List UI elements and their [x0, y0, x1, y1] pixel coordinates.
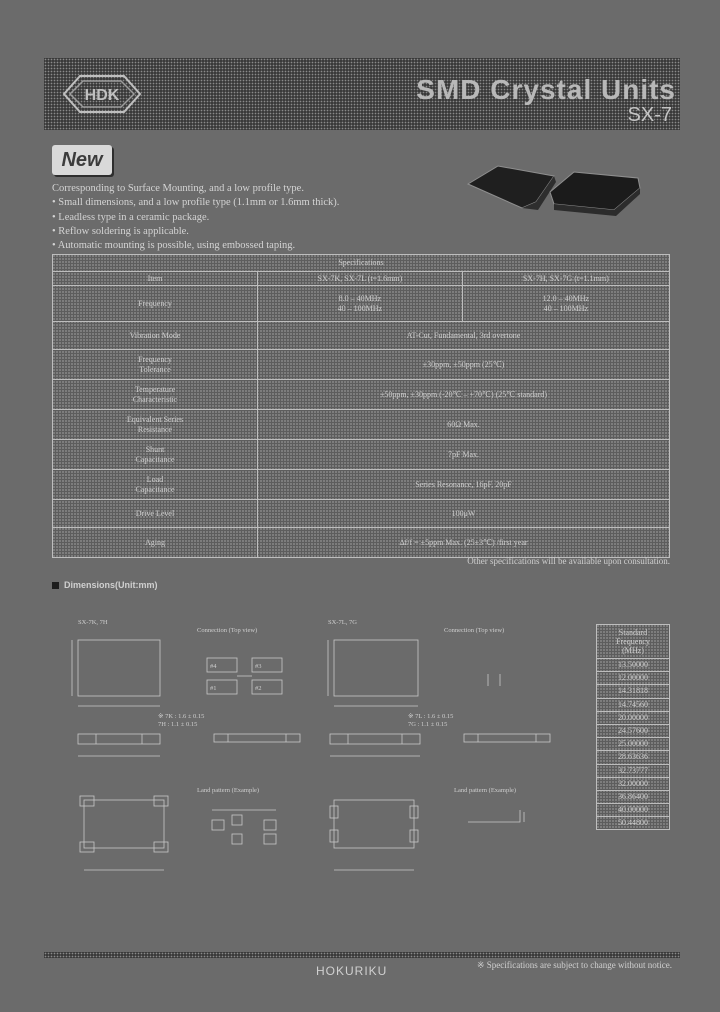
right-model-label: SX-7L, 7G [328, 619, 357, 626]
spec-value: 7pF Max. [258, 440, 670, 470]
frequency-value: 40.00000 [597, 804, 670, 817]
new-badge-label: New [61, 149, 103, 171]
spec-label: Load Capacitance [53, 470, 258, 500]
footer-brand: HOKURIKU [316, 964, 388, 978]
crystal-product-photo [462, 158, 662, 218]
spec-value: ±50ppm, ±30ppm (-20℃ – +70℃) (25℃ standard) [258, 380, 670, 410]
frequency-table-header: Standard Frequency (MHz) [597, 625, 670, 659]
spec-value: 100μW [258, 500, 670, 528]
spec-label: Frequency Tolerance [53, 350, 258, 380]
spec-table-title: Specifications [53, 255, 670, 272]
frequency-value: 28.63636 [597, 751, 670, 764]
spec-label: Vibration Mode [53, 322, 258, 350]
frequency-value: 20.00000 [597, 711, 670, 724]
pin-label: #4 [210, 663, 217, 670]
frequency-value: 24.57600 [597, 724, 670, 737]
spec-label: Shunt Capacitance [53, 440, 258, 470]
frequency-value: 14.74560 [597, 698, 670, 711]
footer-divider [44, 952, 680, 958]
new-badge [52, 145, 112, 175]
spec-value: 8.0 – 40MHz 40 – 100MHz [258, 286, 463, 322]
left-thickness-note: ※ 7K : 1.6 ± 0.15 7H : 1.1 ± 0.15 [158, 713, 205, 728]
left-connection-label: Connection (Top view) [197, 627, 258, 634]
pin-label: #3 [255, 663, 262, 670]
spec-value: AT-Cut, Fundamental, 3rd overtone [258, 322, 670, 350]
intro-text [52, 182, 432, 253]
spec-label: Aging [53, 528, 258, 558]
spec-value: Δf/f = ±5ppm Max. (25±3℃) /first year [258, 528, 670, 558]
section-marker-icon [52, 582, 59, 589]
spec-col-b-header: SX-7H, SX-7G (t=1.1mm) [462, 272, 669, 286]
model-name: SX-7 [627, 104, 672, 126]
specifications-table [52, 254, 670, 558]
intro-bullet: • Automatic mounting is possible, using embossed taping. [52, 240, 296, 252]
right-connection-label: Connection (Top view) [444, 627, 505, 634]
pin-label: #1 [210, 685, 217, 692]
intro-bullet: • Small dimensions, and a low profile type (1.1mm or 1.6mm thick). [52, 197, 340, 209]
frequency-value: 13.50000 [597, 659, 670, 672]
availability-note: Other specifications will be available upon consultation. [467, 556, 670, 566]
frequency-value: 12.00000 [597, 672, 670, 685]
spec-value: Series Resonance, 16pF, 20pF [258, 470, 670, 500]
intro-bullet: • Reflow soldering is applicable. [52, 225, 189, 237]
spec-value: ±30ppm, ±50ppm (25℃) [258, 350, 670, 380]
page-title: SMD Crystal Units [416, 74, 676, 105]
dimensions-heading-text: Dimensions(Unit:mm) [64, 580, 158, 590]
spec-label: Drive Level [53, 500, 258, 528]
spec-label: Temperature Characteristic [53, 380, 258, 410]
pin-label: #2 [255, 685, 262, 692]
frequency-value: 50.44800 [597, 817, 670, 830]
right-thickness-note: ※ 7L : 1.6 ± 0.15 7G : 1.1 ± 0.15 [408, 713, 454, 728]
frequency-value: 32.73777 [597, 764, 670, 777]
dimension-drawings [52, 610, 592, 890]
left-land-label: Land pattern (Example) [197, 787, 260, 794]
spec-value: 60Ω Max. [258, 410, 670, 440]
left-model-label: SX-7K, 7H [78, 619, 108, 626]
logo-text: HDK [84, 87, 120, 104]
company-logo [60, 72, 144, 116]
frequency-value: 25.00000 [597, 738, 670, 751]
dimensions-heading [52, 580, 158, 590]
right-land-label: Land pattern (Example) [454, 787, 517, 794]
spec-label: Equivalent Series Resistance [53, 410, 258, 440]
spec-value: 12.0 – 40MHz 40 – 100MHz [462, 286, 669, 322]
frequency-value: 36.86400 [597, 790, 670, 803]
footer-disclaimer: ※ Specifications are subject to change without notice. [477, 960, 672, 970]
frequency-value: 14.31818 [597, 685, 670, 698]
spec-label-item: Item [53, 272, 258, 286]
intro-lead: Corresponding to Surface Mounting, and a low profile type. [52, 183, 304, 194]
standard-frequency-table [596, 624, 670, 830]
frequency-value: 32.00000 [597, 777, 670, 790]
spec-col-a-header: SX-7K, SX-7L (t=1.6mm) [258, 272, 463, 286]
intro-bullet: • Leadless type in a ceramic package. [52, 211, 210, 223]
spec-label: Frequency [53, 286, 258, 322]
